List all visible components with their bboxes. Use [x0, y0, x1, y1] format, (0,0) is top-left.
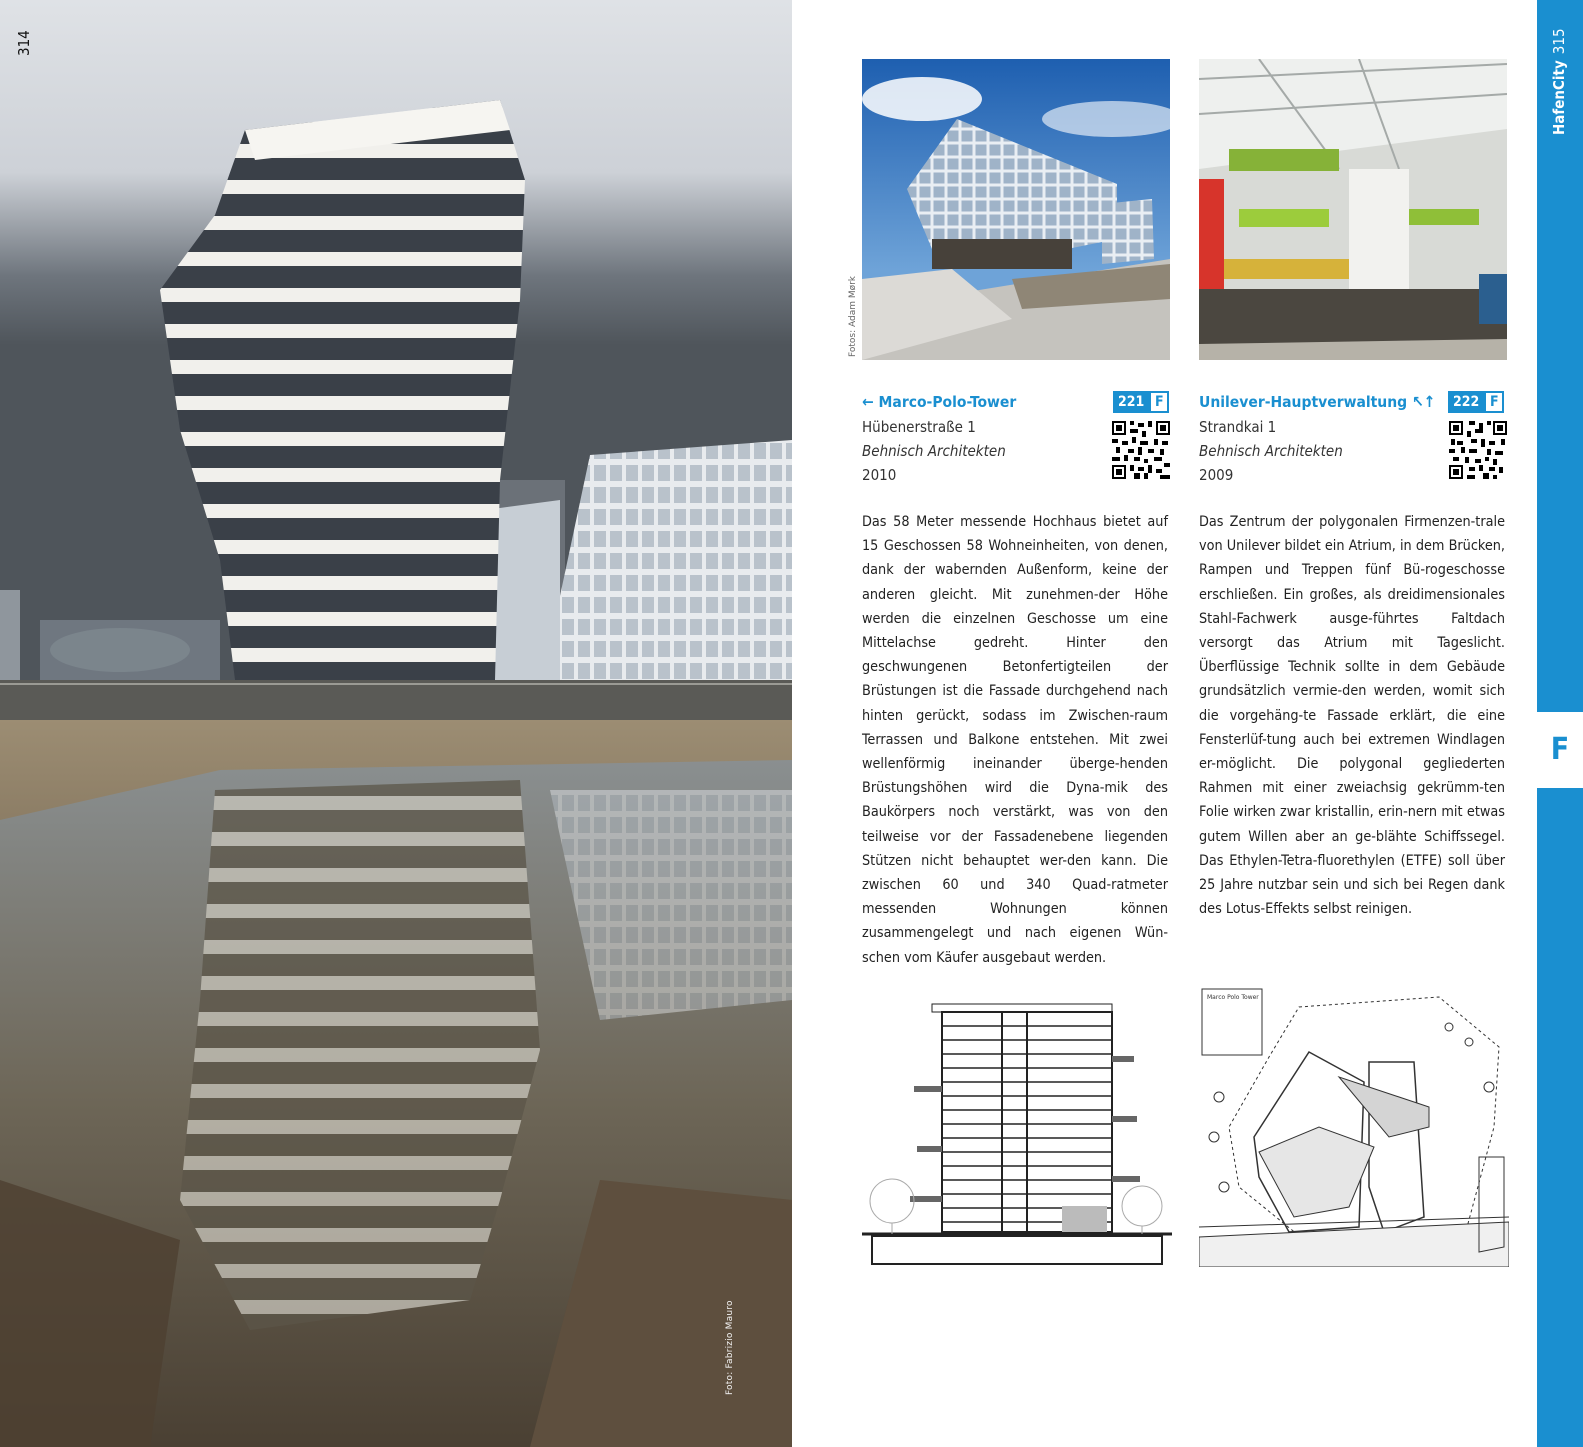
section-drawing-marco-polo-tower: [862, 996, 1172, 1266]
photo-credit-text: Foto: Fabrizio Mauro: [725, 1300, 735, 1395]
entry-title-unilever: Unilever-Hauptverwaltung ↖↑: [1199, 393, 1436, 411]
page-number-text: 314: [15, 30, 33, 56]
entry-number: 222: [1448, 391, 1484, 413]
entry-category: F: [1484, 391, 1504, 413]
entry-year: 2009: [1199, 466, 1234, 484]
running-head: [1550, 28, 1583, 153]
photo-credit-right: [848, 275, 929, 367]
entry-year: 2010: [862, 466, 897, 484]
entry-address: Hübenerstraße 1: [862, 418, 976, 436]
photo-credit: [725, 1300, 792, 1405]
entry-number-badge: [1113, 391, 1169, 413]
entry-number-badge: [1448, 391, 1504, 413]
photo-credit-right-text: Fotos: Adam Mørk: [848, 275, 858, 357]
qr-code-icon[interactable]: [1449, 421, 1507, 479]
entry-number: 221: [1113, 391, 1149, 413]
entry-architect: Behnisch Architekten: [1199, 442, 1343, 460]
entry-category: F: [1149, 391, 1169, 413]
entry-architect: Behnisch Architekten: [862, 442, 1006, 460]
section-letter: F: [1550, 732, 1570, 767]
page-number: [15, 22, 35, 62]
marco-polo-tower-exterior-photo: [862, 59, 1170, 360]
site-plan-drawing-unilever: [1199, 987, 1509, 1267]
section-tab-strip: [1537, 0, 1583, 1447]
entry-title-marco-polo-tower: ← Marco-Polo-Tower: [862, 393, 1017, 411]
site-plan-label: Marco Polo Tower: [1207, 994, 1259, 1001]
entry-address: Strandkai 1: [1199, 418, 1277, 436]
page-number-right: 315: [1550, 28, 1568, 55]
running-head-text: [1550, 28, 1568, 135]
section-name: HafenCity: [1550, 60, 1568, 135]
qr-code-icon[interactable]: [1112, 421, 1170, 479]
unilever-atrium-photo: [1199, 59, 1507, 360]
entry-body-text: Das 58 Meter messende Hochhaus bietet auf 15 Geschossen 58 Wohneinheiten, von denen, dank der wabernden Außenform, keine der anderen gleicht. Mit zunehmen-der Höhe werden die einzelnen Geschosse um eine Mittelachse gedreht. Hinter den geschwungenen Betonfertigteilen der Brüstungen ist die Fassade durchgehend nach hinten gerückt, sodass im Zwischen-raum Terrassen und Balkone entstehen. Mit zwei wellenförmig ineinander überge-henden Brüstungshöhen wird die Dyna-mik des Baukörpers noch verstärkt, was von den teilweise vor der Fassadenebene liegenden Stützen nicht behauptet wer-den kann. Die zwischen 60 und 340 Quad-ratmeter messenden Wohnungen können zusammengelegt und nach eigenen Wün-schen vom Käufer ausgebaut werden.: [862, 514, 1168, 966]
entry-body-text: Das Zentrum der polygonalen Firmenzen-trale von Unilever bildet ein Atrium, in dem Brücken, Rampen und Treppen fünf Bü-rogeschosse erschließen. Ein großes, als dreidimensionales Stahl-Fachwerk ausge-führtes Faltdach versorgt das Atrium mit Tageslicht. Überflüssige Technik sollte in dem Gebäude grundsätzlich vermie-den werden, womit sich die vorgehäng-te Fassade erklärt, die eine Fensterlüf-tung auch bei extremen Windlagen er-möglicht. Die polygonal gegliederten Rahmen mit einer zweiachsig gekrümm-ten Folie wirken zwar kristallin, erin-nern mit etwas gutem Willen aber an ge-blähte Schiffssegel. Das Ethylen-Tetra-fluorethylen (ETFE) soll über 25 Jahre nutzbar sein und sich bei Regen dank des Lotus-Effekts selbst reinigen.: [1199, 514, 1505, 918]
